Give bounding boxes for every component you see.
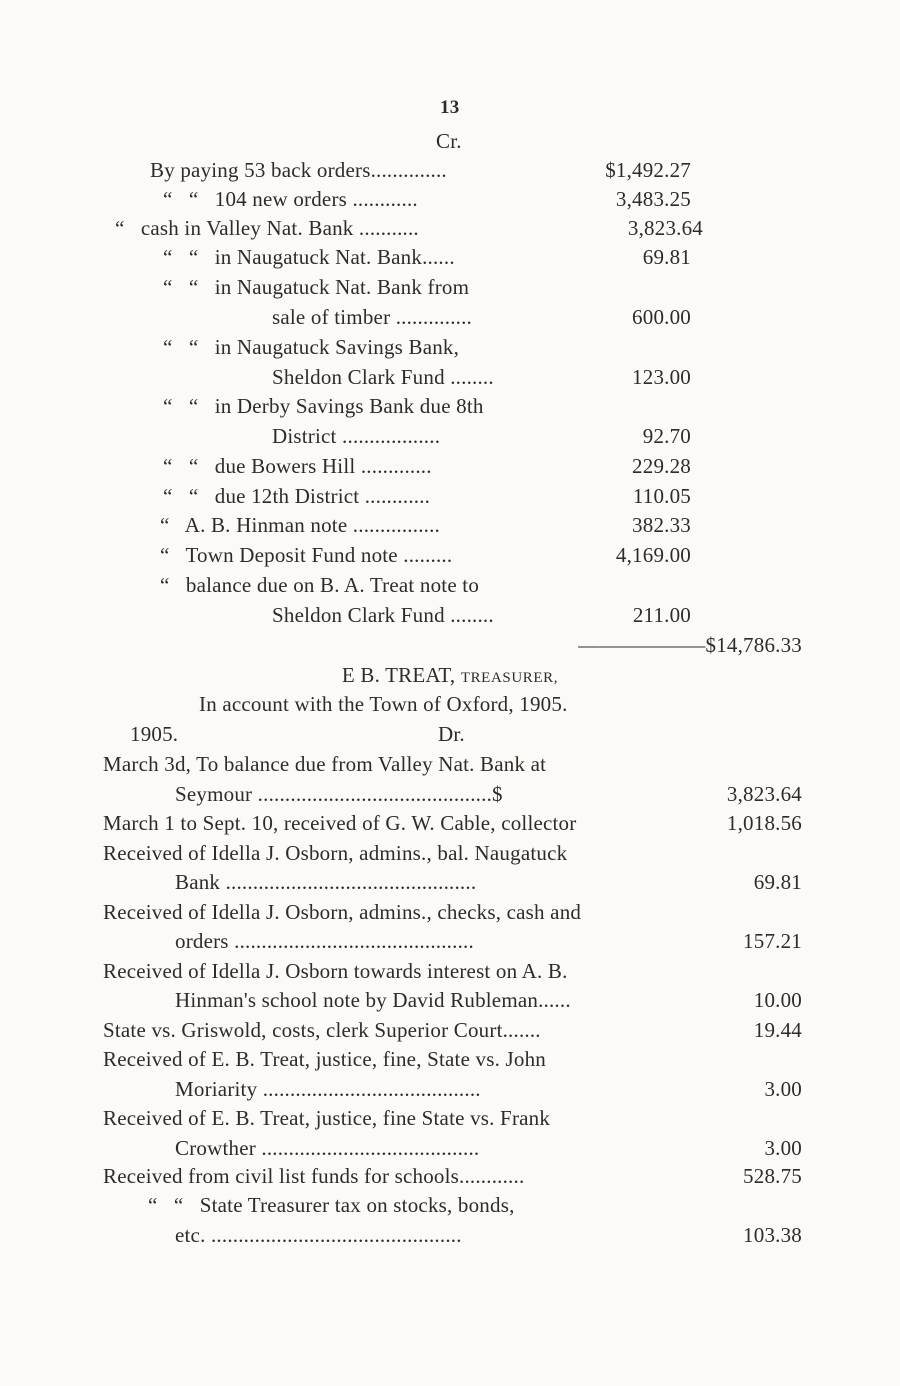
- treasurer-name: E B. TREAT,: [341, 663, 456, 687]
- debit-entry-text: March 1 to Sept. 10, received of G. W. Cable, collector: [103, 811, 577, 835]
- credit-entry-amount: 92.70: [642, 424, 691, 448]
- debit-entry-text: Crowther ........................................: [175, 1136, 480, 1160]
- credit-entry-text: “ “ in Naugatuck Nat. Bank......: [163, 245, 455, 269]
- credit-entry-amount: 3,483.25: [615, 187, 691, 211]
- credit-entry-text: “ “ 104 new orders ............: [163, 187, 418, 211]
- credit-entry-amount: 600.00: [632, 305, 691, 329]
- debit-entry-amount: 1,018.56: [726, 811, 802, 835]
- debit-entry-text: March 3d, To balance due from Valley Nat. Bank at: [103, 752, 547, 776]
- credit-entry-text: “ Town Deposit Fund note .........: [160, 543, 453, 567]
- credit-entry-amount: 4,169.00: [615, 543, 691, 567]
- credit-entry-text: “ “ in Naugatuck Savings Bank,: [163, 335, 460, 359]
- credit-entry-text: By paying 53 back orders..............: [150, 158, 447, 182]
- credit-entry-text: Sheldon Clark Fund ........: [272, 603, 494, 627]
- credit-entry-text: sale of timber ..............: [272, 305, 473, 329]
- debit-heading: Dr.: [438, 722, 465, 746]
- credit-entry-text: “ balance due on B. A. Treat note to: [160, 573, 480, 597]
- credit-entry-text: “ “ in Naugatuck Nat. Bank from: [163, 275, 470, 299]
- debit-entry-amount: 103.38: [743, 1223, 802, 1247]
- debit-entry-amount: 10.00: [753, 988, 802, 1012]
- debit-entry-text: Received of E. B. Treat, justice, fine, State vs. John: [103, 1047, 546, 1071]
- debit-entry-text: orders ............................................: [175, 929, 474, 953]
- credit-entry-text: District ..................: [272, 424, 441, 448]
- debit-entry-text: Bank ..............................................: [175, 870, 477, 894]
- credit-entry-amount: 382.33: [632, 513, 691, 537]
- debit-entry-amount: 3,823.64: [726, 782, 802, 806]
- debit-entry-amount: 528.75: [743, 1164, 802, 1188]
- credit-entry-amount: 110.05: [632, 484, 691, 508]
- debit-entry-amount: 157.21: [743, 929, 802, 953]
- treasurer-title: TREASURER,: [460, 670, 559, 686]
- treasurer-heading: [0, 661, 900, 692]
- debit-entry-text: Received of Idella J. Osborn, admins., bal. Naugatuck: [103, 841, 568, 865]
- debit-entry-text: Received from civil list funds for schools............: [103, 1164, 525, 1188]
- debit-entry-text: Hinman's school note by David Rubleman......: [175, 988, 571, 1012]
- credit-entry-amount: 69.81: [642, 245, 691, 269]
- credit-entry-amount: 211.00: [632, 603, 691, 627]
- credit-entry-text: “ A. B. Hinman note ................: [160, 513, 440, 537]
- credit-entry-text: “ cash in Valley Nat. Bank ...........: [115, 216, 419, 240]
- credit-entry-text: “ “ due 12th District ............: [163, 484, 431, 508]
- debit-year: 1905.: [130, 722, 179, 746]
- debit-entry-text: Moriarity ........................................: [175, 1077, 481, 1101]
- debit-entry-text: Seymour ...........................................$: [175, 782, 503, 806]
- credit-entry-amount: 229.28: [632, 454, 691, 478]
- credit-entry-text: “ “ in Derby Savings Bank due 8th: [163, 394, 484, 418]
- account-subtitle: In account with the Town of Oxford, 1905.: [199, 692, 568, 716]
- page-number: 13: [440, 97, 460, 118]
- debit-entry-text: etc. ..............................................: [175, 1223, 462, 1247]
- credit-entry-amount: $1,492.27: [605, 158, 691, 182]
- credit-total: ——————$14,786.33: [578, 633, 802, 657]
- debit-entry-text: Received of E. B. Treat, justice, fine State vs. Frank: [103, 1106, 551, 1130]
- debit-entry-text: Received of Idella J. Osborn, admins., checks, cash and: [103, 900, 582, 924]
- credit-entry-text: “ “ due Bowers Hill .............: [163, 454, 432, 478]
- credit-entry-text: Sheldon Clark Fund ........: [272, 365, 494, 389]
- debit-entry-amount: 3.00: [764, 1136, 802, 1160]
- credit-heading: Cr.: [436, 129, 462, 153]
- debit-entry-amount: 3.00: [764, 1077, 802, 1101]
- debit-entry-amount: 19.44: [753, 1018, 802, 1042]
- debit-entry-text: “ “ State Treasurer tax on stocks, bonds,: [148, 1193, 515, 1217]
- debit-entry-text: State vs. Griswold, costs, clerk Superior Court.......: [103, 1018, 541, 1042]
- debit-entry-amount: 69.81: [753, 870, 802, 894]
- credit-entry-amount: 3,823.64: [627, 216, 703, 240]
- debit-entry-text: Received of Idella J. Osborn towards interest on A. B.: [103, 959, 568, 983]
- credit-entry-amount: 123.00: [632, 365, 691, 389]
